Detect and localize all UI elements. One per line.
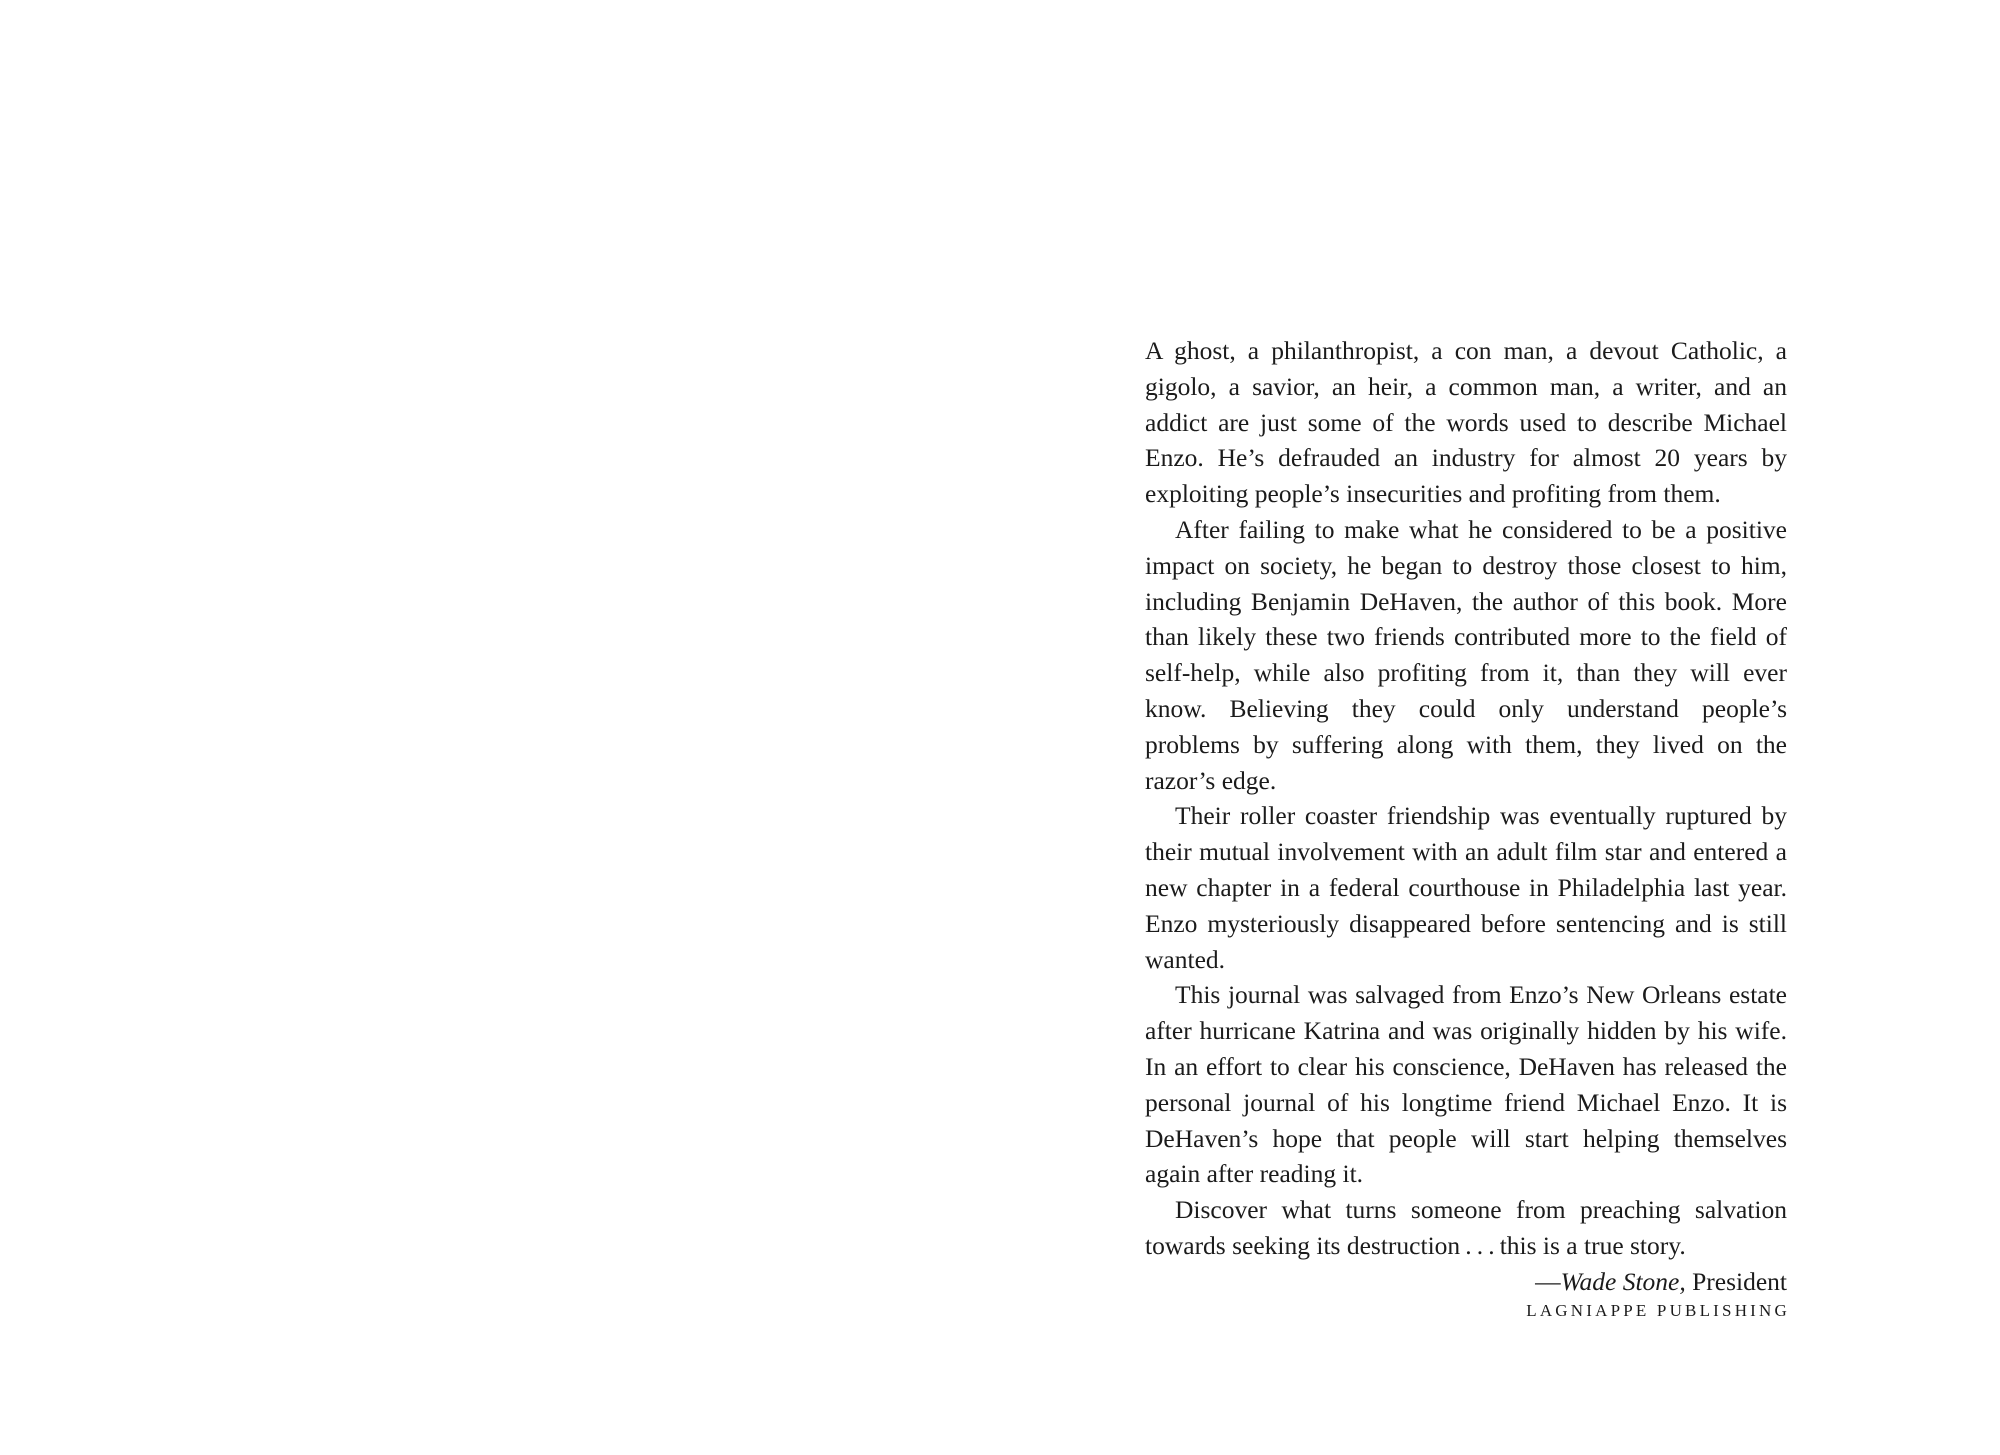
foreword-text — [1145, 333, 1790, 1322]
paragraph-5: Discover what turns someone from preaching salvation towards seeking its destruction . . . this is a true story. — [1145, 1195, 1787, 1260]
paragraph-2: After failing to make what he considered to be a positive impact on society, he began to destroy those closest to him, including Benjamin DeHaven, the author of this book. More than likely these two friends contributed more to the field of self-help, while also profiting from it, than they will ever know. Believing they could only understand people’s problems by suffering along with them, they lived on the razor’s edge. — [1145, 514, 1787, 795]
publisher-name: LAGNIAPPE PUBLISHING — [1526, 1300, 1790, 1320]
signature-name: Wade Stone, — [1560, 1266, 1686, 1296]
paragraph-4: This journal was salvaged from Enzo’s New Orleans estate after hurricane Katrina and was originally hidden by his wife. In an effort to clear his conscience, DeHaven has released the personal journal of his longtime friend Michael Enzo. It is DeHaven’s hope that people will start helping themselves again after reading it. — [1145, 980, 1787, 1189]
signature-line — [1145, 1264, 1787, 1300]
signature-dash: — — [1535, 1266, 1561, 1296]
paragraph-1: A ghost, a philanthropist, a con man, a devout Catholic, a gigolo, a savior, an heir, a common man, a writer, and an addict are just some of the words used to describe Michael Enzo. He’s defrauded an industry for almost 20 years by exploiting people’s insecurities and profiting from them. — [1145, 336, 1787, 509]
signature-title: President — [1692, 1266, 1787, 1296]
right-page — [1000, 0, 2000, 1455]
paragraph-3: Their roller coaster friendship was eventually ruptured by their mutual involvement with an adult film star and entered a new chapter in a federal courthouse in Philadelphia last year. Enzo mysteriously disappeared before sentencing and is still wanted. — [1145, 801, 1787, 974]
